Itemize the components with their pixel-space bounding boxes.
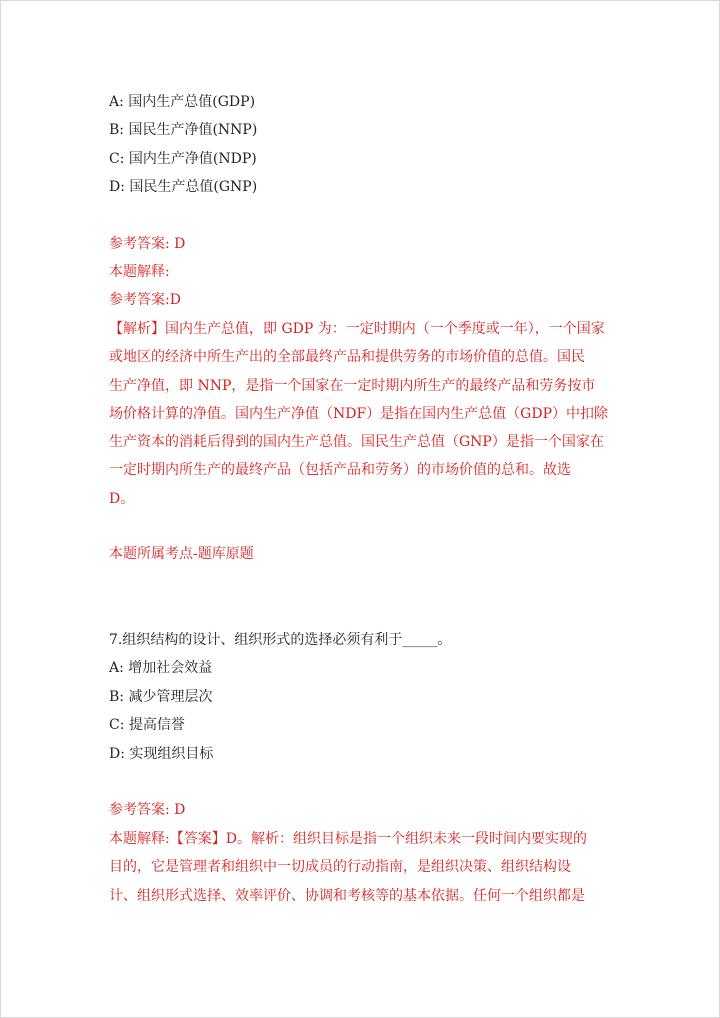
- q6-answer-repeat: 参考答案:D: [109, 292, 181, 308]
- q6-option-a: A: 国内生产总值(GDP): [109, 94, 256, 110]
- q6-analysis: [109, 315, 619, 513]
- q7-option-d: D: 实现组织目标: [109, 746, 214, 762]
- q7-option-b: B: 减少管理层次: [109, 689, 213, 705]
- q7-explanation-line: 本题解释:【答案】D。解析：组织目标是指一个组织未来一段时间内要实现的: [109, 831, 587, 847]
- q7-explanation: [109, 825, 619, 910]
- q6-analysis-line: 【解析】国内生产总值，即 GDP 为：一定时期内（一个季度或一年），一个国家: [109, 321, 605, 337]
- q6-analysis-line: D。: [109, 490, 135, 507]
- q6-analysis-line: 一定时期内所生产的最终产品（包括产品和劳务）的市场价值的总和。故选: [109, 462, 571, 479]
- q6-option-d: D: 国民生产总值(GNP): [109, 179, 258, 195]
- q7-explanation-line: 计、组织形式选择、效率评价、协调和考核等的基本依据。任何一个组织都是: [109, 887, 585, 904]
- q6-answer: 参考答案: D: [109, 236, 186, 252]
- q6-option-c: C: 国内生产净值(NDP): [109, 151, 257, 167]
- q6-explanation-label: 本题解释:: [109, 264, 170, 280]
- q7-option-a: A: 增加社会效益: [109, 660, 213, 676]
- q7-question: 7.组织结构的设计、组织形式的选择必须有利于_____。: [109, 632, 452, 648]
- q6-option-b: B: 国民生产净值(NNP): [109, 122, 258, 138]
- q6-analysis-line: 生产净值，即 NNP，是指一个国家在一定时期内所生产的最终产品和劳务按市: [109, 377, 596, 394]
- q7-answer: 参考答案: D: [109, 802, 186, 818]
- q6-topic: 本题所属考点-题库原题: [109, 546, 254, 562]
- q7-explanation-line: 目的，它是管理者和组织中一切成员的行动指南，是组织决策、组织结构设: [109, 859, 571, 876]
- q6-analysis-line: 或地区的经济中所生产出的全部最终产品和提供劳务的市场价值的总值。国民: [109, 349, 585, 366]
- q7-option-c: C: 提高信誉: [109, 717, 185, 733]
- q6-analysis-line: 场价格计算的净值。国内生产净值（NDF）是指在国内生产总值（GDP）中扣除: [109, 405, 609, 422]
- q6-analysis-line: 生产资本的消耗后得到的国内生产总值。国民生产总值（GNP）是指一个国家在: [109, 434, 604, 451]
